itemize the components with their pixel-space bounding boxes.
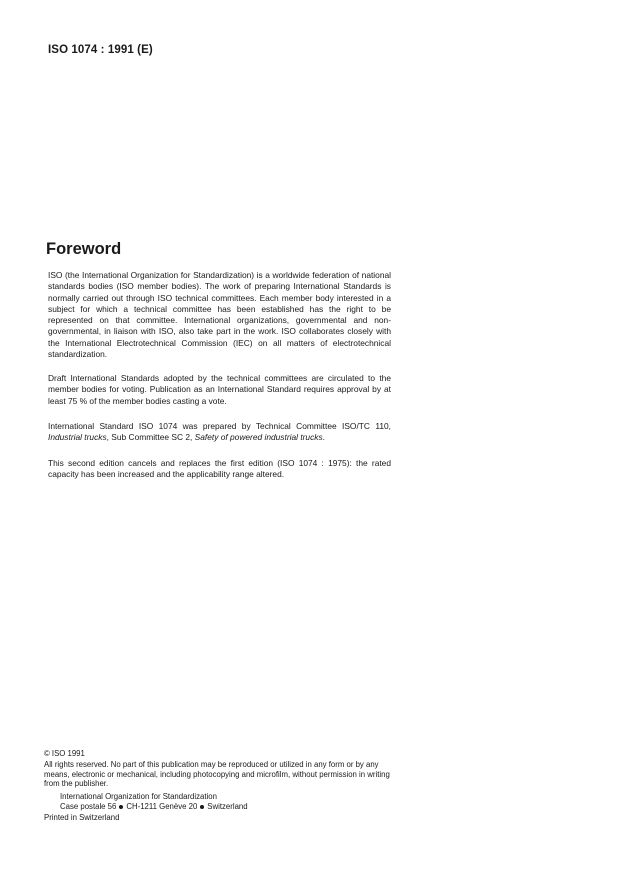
committee-name: Industrial trucks bbox=[48, 432, 107, 443]
printed-in-notice: Printed in Switzerland bbox=[44, 812, 120, 822]
publisher-organization: International Organization for Standardization bbox=[60, 792, 217, 802]
rights-statement: All rights reserved. No part of this publication may be reproduced or utilized in any form or by any means, electronic or mechanical, including photocopying and microfilm, without permission in writing from the publisher. bbox=[44, 759, 390, 789]
document-code-header: ISO 1074 : 1991 (E) bbox=[48, 44, 153, 56]
paragraph-3-text-mid: , Sub Committee SC 2, bbox=[106, 432, 195, 443]
address-country: Switzerland bbox=[207, 801, 248, 811]
subcommittee-name: Safety of powered industrial trucks bbox=[194, 432, 323, 443]
address-city: CH-1211 Genève 20 bbox=[126, 801, 198, 811]
foreword-paragraph-3 bbox=[48, 421, 391, 444]
publisher-address bbox=[44, 802, 394, 812]
foreword-paragraph-2: Draft International Standards adopted by the technical committees are circulated to the member bodies for voting. Publication as an International Standard requires approval by at least 75 % of the member bodies casting a vote. bbox=[48, 373, 391, 406]
bullet-separator-icon bbox=[119, 805, 123, 809]
bullet-separator-icon bbox=[200, 805, 204, 809]
foreword-paragraph-4: This second edition cancels and replaces the first edition (ISO 1074 : 1975): the rated capacity has been increased and the applicability range altered. bbox=[48, 458, 391, 480]
address-postal-box: Case postale 56 bbox=[60, 801, 117, 811]
foreword-paragraph-1: ISO (the International Organization for Standardization) is a worldwide federation of national standards bodies (ISO member bodies). The work of preparing International Standards is normally carried out through ISO technical committees. Each member body interested in a subject for which a technical committee has been established has the right to be represented on that committee. International organizations, governmental and non-governmental, in liaison with ISO, also take part in the work. ISO collaborates closely with the International Electrotechnical Commission (IEC) on all matters of electrotechnical standardization. bbox=[48, 270, 391, 360]
copyright-notice: © ISO 1991 bbox=[44, 749, 85, 758]
paragraph-3-text-end: . bbox=[322, 432, 325, 443]
copyright-footer bbox=[44, 749, 394, 823]
paragraph-3-text-start: International Standard ISO 1074 was prepared by Technical Committee ISO/TC 110, bbox=[48, 421, 391, 431]
foreword-title: Foreword bbox=[46, 240, 122, 258]
